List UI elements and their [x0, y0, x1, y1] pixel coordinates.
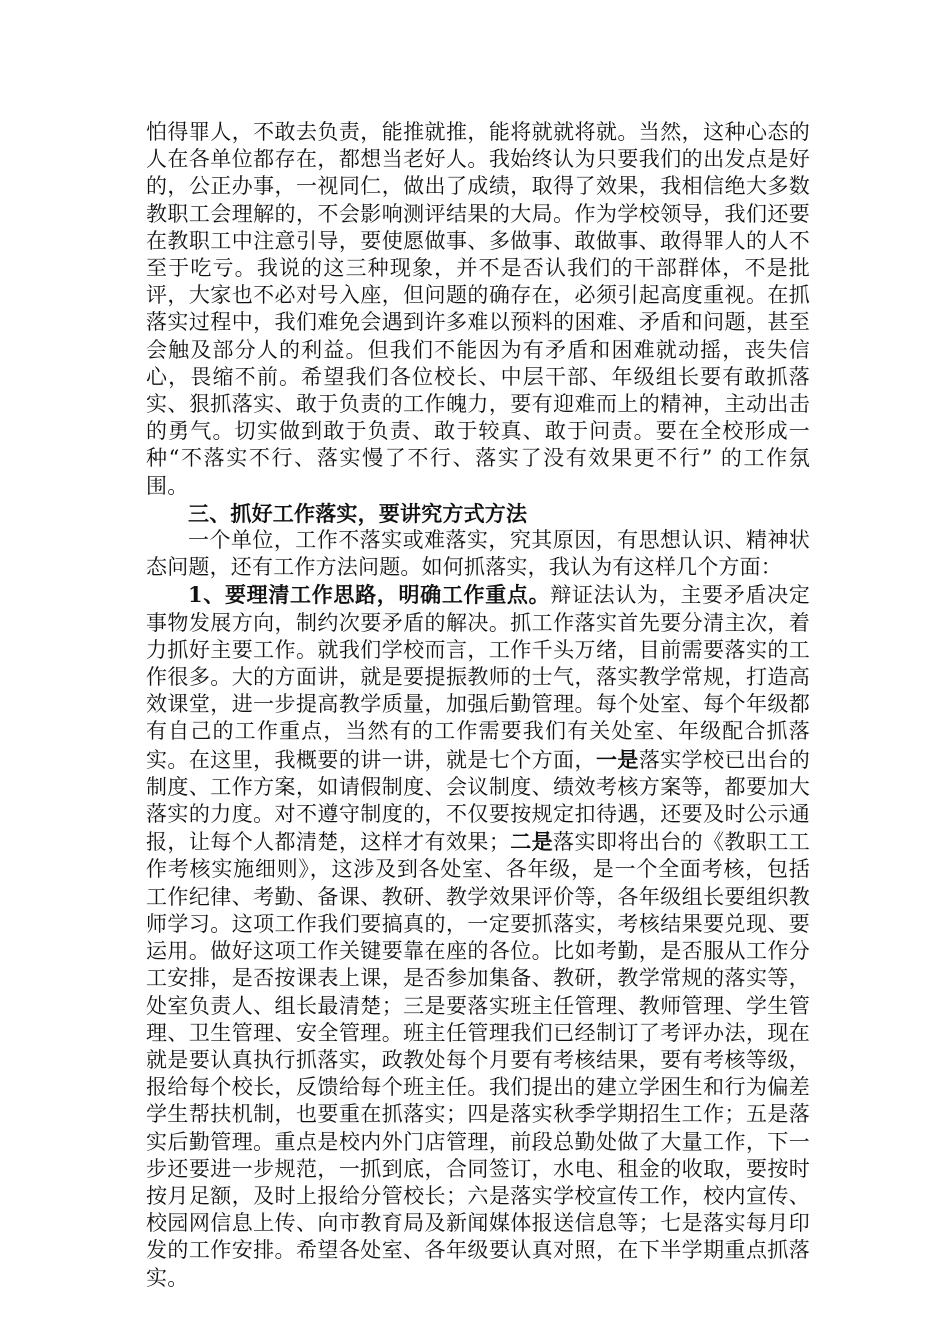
point-1-text-c: 落实即将出台的《教职工工作考核实施细则》，这涉及到各处室、各年级，是一个全面考核，包括工作纪律、考勤、备课、教研、教学效果评价等，各年级组长要组织教师学习。这项工作我们要搞真的，一定要抓落实，考核结果要兑现、要运用。做好这项工作关键要靠在座的各位。比如考勤，是否服从工作分工安排，是否按课表上课，是否参加集备、教研，教学常规的落实等，处室负责人、组长最清楚；三是要落实班主任管理、教师管理、学生管理、卫生管理、安全管理。班主任管理我们已经制订了考评办法，现在就是要认真执行抓落实，政教处每个月要有考核结果，要有考核等级，报给每个校长，反馈给每个班主任。我们提出的建立学困生和行为偏差学生帮扶机制，也要重在抓落实；四是落实秋季学期招生工作；五是落实后勤管理。重点是校内外门店管理，前段总勤处做了大量工作，下一步还要进一步规范，一抓到底，合同签订，水电、租金的收取，要按时按月足额，及时上报给分管校长；六是落实学校宣传工作，校内宣传、校园网信息上传、向市教育局及新闻媒体报送信息等；七是落实每月印发的工作安排。希望各处室、各年级要认真对照，在下半学期重点抓落实。: [146, 830, 810, 1290]
document-page: [146, 119, 810, 1292]
point-1-text-a: 辩证法认为，主要矛盾决定事物发展方向，制约次要矛盾的解决。抓工作落实首先要分清主次，着力抓好主要工作。就我们学校而言，工作千头万绪，目前需要落实的工作很多。大的方面讲，就是要提振教师的士气，落实教学常规，打造高效课堂，进一步提高教学质量，加强后勤管理。每个处室、每个年级都有自己的工作重点，当然有的工作需要我们有关处室、年级配合抓落实。在这里，我概要的讲一讲，就是七个方面，: [146, 583, 810, 772]
point-1-second-label: 二是: [510, 829, 554, 855]
point-1-text-b: 落实学校已出台的制度、工作方案，如请假制度、会议制度、绩效考核方案等，都要加大落实的力度。对不遵守制度的，不仅要按规定扣待遇，还要及时公示通报，让每个人都清楚，这样才有效果；: [146, 747, 810, 855]
paragraph-3: [146, 581, 810, 1291]
paragraph-1: 怕得罪人，不敢去负责，能推就推，能将就就将就。当然，这种心态的人在各单位都存在，都想当老好人。我始终认为只要我们的出发点是好的，公正办事，一视同仁，做出了成绩，取得了效果，我相信绝大多数教职工会理解的，不会影响测评结果的大局。作为学校领导，我们还要在教职工中注意引导，要使愿做事、多做事、敢做事、敢得罪人的人不至于吃亏。我说的这三种现象，并不是否认我们的干部群体，不是批评，大家也不必对号入座，但问题的确存在，必须引起高度重视。在抓落实过程中，我们难免会遇到许多难以预料的困难、矛盾和问题，甚至会触及部分人的利益。但我们不能因为有矛盾和困难就动摇，丧失信心，畏缩不前。希望我们各位校长、中层干部、年级组长要有敢抓落实、狠抓落实、敢于负责的工作魄力，要有迎难而上的精神，主动出击的勇气。切实做到敢于负责、敢于较真、敢于问责。要在全校形成一种“不落实不行、落实慢了不行、落实了没有效果更不行” 的工作氛围。: [146, 120, 810, 498]
section-heading-3: 三、抓好工作落实，要讲究方式方法: [188, 500, 528, 526]
point-1-heading: 1、要理清工作思路，明确工作重点。: [188, 582, 551, 608]
paragraph-2: 一个单位，工作不落实或难落实，究其原因，有思想认识、精神状态问题，还有工作方法问题。如何抓落实，我认为有这样几个方面：: [146, 528, 810, 580]
point-1-first-label: 一是: [595, 746, 639, 772]
